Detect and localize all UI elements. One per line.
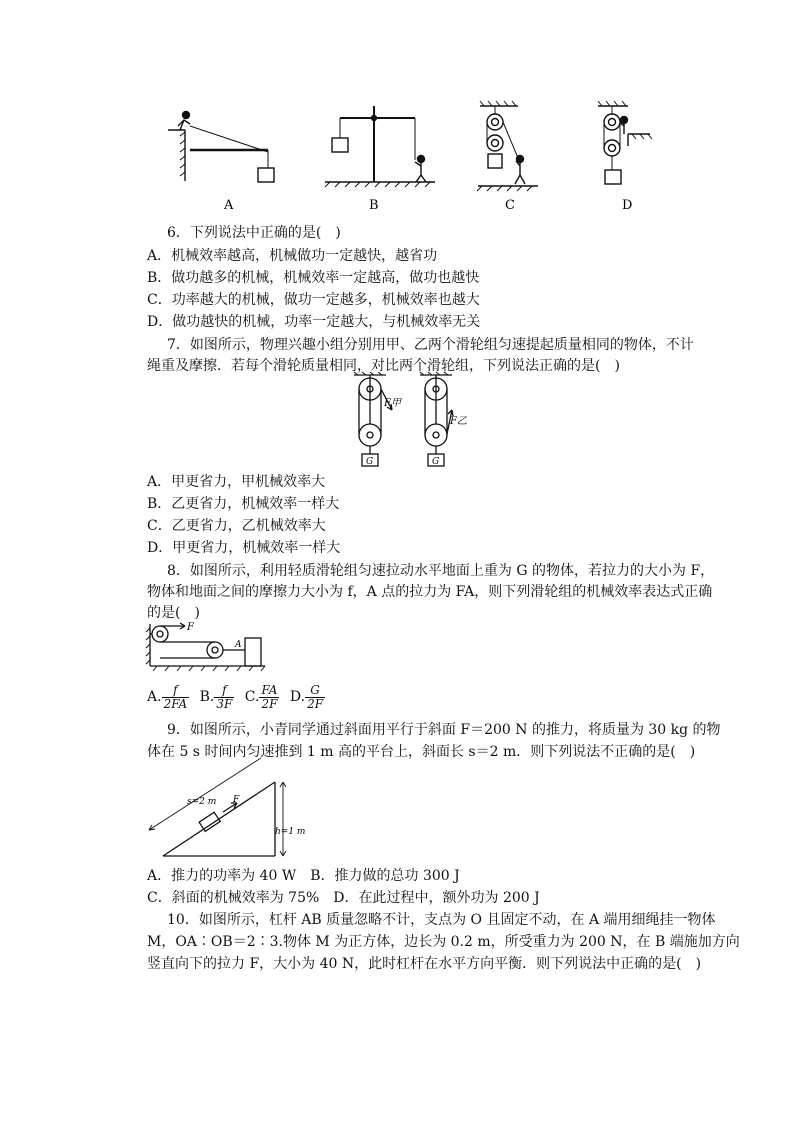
q6-option-a: A．机械效率越高，机械做功一定越快，越省功: [147, 248, 438, 264]
q7-pulley-figure: [340, 372, 467, 472]
q7-option-c: C．乙更省力，乙机械效率大: [147, 518, 326, 534]
top-figure: [150, 96, 660, 214]
q10-stem-line3: 竖直向下的拉力 F，大小为 40 N，此时杠杆在水平方向平衡．则下列说法中正确的是( ): [147, 956, 702, 972]
q8-stem-line1: 8．如图所示，利用轻质滑轮组匀速拉动水平地面上重为 G 的物体，若拉力的大小为 F，: [167, 563, 715, 579]
q9-length-label: s=2 m: [187, 797, 217, 807]
q7-force-label-jia: F甲: [384, 398, 401, 409]
q7-weight-label-yi: G: [432, 457, 440, 467]
q8-option-d: D. $\frac{G}{2F}$: [289, 682, 324, 711]
setup-b-diagram: [325, 106, 435, 187]
q8-option-b: B. $\frac{f}{3F}$: [199, 682, 233, 711]
q8-option-a: A. $\frac{f}{2FA}$: [147, 682, 188, 711]
q6-option-c: C．功率越大的机械，做功一定越多，机械效率也越大: [147, 292, 480, 308]
q9-incline-figure: [145, 768, 315, 862]
q9-force-label: F: [233, 795, 240, 805]
q7-option-b: B．乙更省力，机械效率一样大: [147, 496, 340, 512]
q8-stem-line2: 物体和地面之间的摩擦力大小为 f，A 点的拉力为 FA，则下列滑轮组的机械效率表达式正确: [147, 584, 713, 600]
q7-stem-line2: 绳重及摩擦．若每个滑轮质量相同，对比两个滑轮组，下列说法正确的是( ): [147, 358, 620, 374]
q7-force-label-yi: F乙: [450, 416, 467, 427]
q8-pulley-figure: [145, 622, 270, 672]
setup-a-diagram: [168, 112, 274, 183]
q8-options: [147, 683, 331, 711]
setup-c-diagram: [477, 101, 538, 191]
q8-stem-line3: 的是( ): [147, 605, 200, 621]
q7-weight-label-jia: G: [366, 457, 374, 467]
q10-stem-line1: 10．如图所示，杠杆 AB 质量忽略不计，支点为 O 且固定不动，在 A 端用细绳挂一物体: [167, 912, 716, 928]
q8-point-a-label: A: [235, 640, 242, 650]
q9-stem-line2: 体在 5 s 时间内匀速推到 1 m 高的平台上，斜面长 s＝2 m．则下列说法不正确的是( ): [147, 744, 696, 760]
q9-stem-line1: 9．如图所示，小青同学通过斜面用平行于斜面 F＝200 N 的推力，将质量为 30 kg 的物: [167, 722, 721, 738]
q7-option-d: D．甲更省力，机械效率一样大: [147, 540, 341, 556]
setup-label-d: D: [622, 198, 633, 213]
q10-stem-line2: M，OA∶OB＝2∶3.物体 M 为正方体，边长为 0.2 m，所受重力为 200 N，在 B 端施加方向: [147, 934, 740, 950]
setup-d-diagram: [598, 101, 652, 184]
q9-options-line1: A．推力的功率为 40 W B．推力做的总功 300 J: [147, 868, 460, 884]
q7-stem-line1: 7．如图所示，物理兴趣小组分别用甲、乙两个滑轮组匀速提起质量相同的物体，不计: [167, 337, 694, 353]
setup-label-b: B: [369, 198, 379, 213]
q9-height-label: h=1 m: [275, 827, 306, 837]
q9-options-line2: C．斜面的机械效率为 75% D．在此过程中，额外功为 200 J: [147, 890, 540, 906]
q8-option-c: C. $\frac{FA}{2F}$: [244, 682, 278, 711]
setup-label-a: A: [224, 198, 234, 213]
setup-label-c: C: [505, 198, 515, 213]
q7-option-a: A．甲更省力，甲机械效率大: [147, 474, 326, 490]
q6-option-d: D．做功越快的机械，功率一定越大，与机械效率无关: [147, 314, 481, 330]
q8-force-label: F: [187, 622, 194, 633]
q6-stem: 6．下列说法中正确的是( ): [167, 225, 341, 241]
q6-option-b: B．做功越多的机械，机械效率一定越高，做功也越快: [147, 270, 480, 286]
